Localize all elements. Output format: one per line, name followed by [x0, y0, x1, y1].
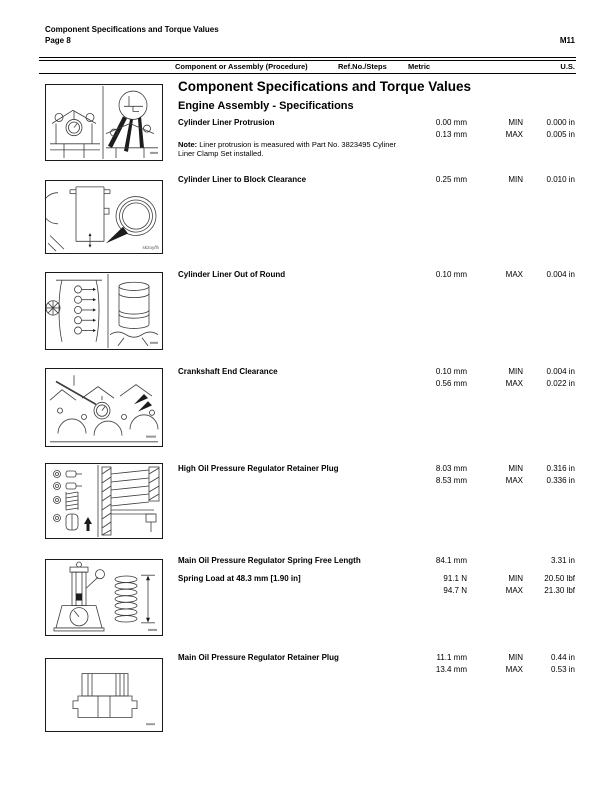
us-value: 0.005 in — [546, 129, 575, 139]
doc-section-code: M11 — [559, 36, 575, 45]
us-value: 0.004 in — [546, 367, 575, 376]
spec-group-1 — [178, 117, 575, 140]
metric-value: 11.1 mm — [436, 653, 467, 662]
us-value: 0.004 in — [546, 270, 575, 279]
us-value: 0.010 in — [546, 175, 575, 184]
liner-block-clearance-drawing — [46, 181, 162, 253]
retainer-plug-drawing — [46, 659, 162, 731]
metric-value: 8.03 mm — [435, 464, 467, 473]
note-text: Liner protrusion is measured with Part No. 3823495 Cyliner Liner Clamp Set installed. — [178, 140, 397, 158]
crankshaft-end-clearance-drawing — [46, 369, 162, 446]
metric-value: 0.25 mm — [435, 175, 467, 184]
limit-label: MIN — [508, 653, 523, 662]
limit-label: MIN — [508, 367, 523, 376]
us-value: 0.022 in — [546, 378, 575, 388]
limit-label: MIN — [508, 175, 523, 184]
spec-row — [178, 555, 575, 567]
limit-label: MAX — [505, 585, 523, 595]
limit-label: MIN — [508, 118, 523, 127]
metric-value: 0.10 mm — [435, 367, 467, 376]
spec-label: Main Oil Pressure Regulator Spring Free Length — [178, 556, 361, 565]
illustration-regulator-retainer-plug — [45, 658, 163, 732]
limit-label: MAX — [505, 129, 523, 139]
limit-label: MAX — [505, 664, 523, 674]
running-header-title: Component Specifications and Torque Values — [45, 25, 219, 34]
spec-label: Cylinder Liner Out of Round — [178, 270, 286, 279]
col-header-ref: Ref.No./Steps — [338, 61, 387, 71]
spring-tester-drawing — [46, 560, 162, 635]
us-value: 0.53 in — [550, 664, 575, 674]
col-header-metric: Metric — [408, 61, 431, 71]
illustration-cylinder-liner-protrusion — [45, 84, 163, 161]
note-label: Note: — [178, 140, 198, 149]
col-header-us: U.S. — [560, 61, 575, 71]
spec-group-5 — [178, 463, 575, 486]
spec-label: Spring Load at 48.3 mm [1.90 in] — [178, 574, 301, 583]
header-rule-bottom — [39, 73, 576, 75]
illustration-liner-out-of-round — [45, 272, 163, 350]
metric-value: 0.56 mm — [435, 378, 467, 388]
spec-label: Main Oil Pressure Regulator Retainer Plug — [178, 653, 339, 662]
header-rule-top-2 — [39, 60, 576, 61]
metric-value: 0.10 mm — [435, 270, 467, 279]
metric-value: 13.4 mm — [435, 664, 467, 674]
limit-label — [467, 555, 523, 567]
metric-value: 91.1 N — [443, 574, 467, 583]
spec-label: Cylinder Liner to Block Clearance — [178, 175, 307, 184]
header-rule-top-1 — [39, 57, 576, 58]
spec-row — [178, 463, 575, 486]
metric-value: 94.7 N — [443, 585, 467, 595]
metric-value: 0.00 mm — [435, 118, 467, 127]
spec-note — [178, 141, 400, 159]
spec-label: Cylinder Liner Protrusion — [178, 118, 275, 127]
illustration-regulator-spring-free-length — [45, 559, 163, 636]
spec-group-3 — [178, 269, 575, 281]
section-title: Component Specifications and Torque Values — [178, 79, 472, 94]
us-value: 0.336 in — [546, 475, 575, 485]
high-oil-pressure-regulator-drawing — [46, 464, 162, 538]
limit-label: MAX — [505, 270, 523, 279]
spec-group-6 — [178, 555, 575, 596]
page-number: Page 8 — [45, 36, 71, 45]
us-value: 20.50 lbf — [544, 574, 575, 583]
illustration-high-oil-pressure-regulator — [45, 463, 163, 539]
us-value: 3.31 in — [550, 556, 575, 565]
col-header-component: Component or Assembly (Procedure) — [175, 61, 308, 71]
liner-out-of-round-drawing — [46, 273, 162, 349]
spec-label: Crankshaft End Clearance — [178, 367, 278, 376]
us-value: 0.44 in — [550, 653, 575, 662]
spec-row — [178, 117, 575, 140]
us-value: 21.30 lbf — [544, 585, 575, 595]
spec-row — [178, 174, 575, 186]
spec-group-2 — [178, 174, 575, 186]
spec-group-7 — [178, 652, 575, 675]
figure-caption: sk2oy/lh — [142, 245, 159, 251]
spec-row — [178, 652, 575, 675]
metric-value: 0.13 mm — [435, 129, 467, 139]
section-subtitle: Engine Assembly - Specifications — [178, 99, 354, 112]
spec-group-4 — [178, 366, 575, 389]
spec-row — [178, 573, 575, 596]
illustration-liner-to-block-clearance — [45, 180, 163, 254]
limit-label: MIN — [508, 574, 523, 583]
us-value: 0.316 in — [546, 464, 575, 473]
us-value: 0.000 in — [546, 118, 575, 127]
spec-row — [178, 269, 575, 281]
spec-row — [178, 366, 575, 389]
spec-label: High Oil Pressure Regulator Retainer Plug — [178, 464, 339, 473]
illustration-crankshaft-end-clearance — [45, 368, 163, 447]
limit-label: MIN — [508, 464, 523, 473]
metric-value: 84.1 mm — [435, 556, 467, 565]
limit-label: MAX — [505, 378, 523, 388]
liner-protrusion-drawing — [46, 85, 162, 160]
limit-label: MAX — [505, 475, 523, 485]
metric-value: 8.53 mm — [435, 475, 467, 485]
